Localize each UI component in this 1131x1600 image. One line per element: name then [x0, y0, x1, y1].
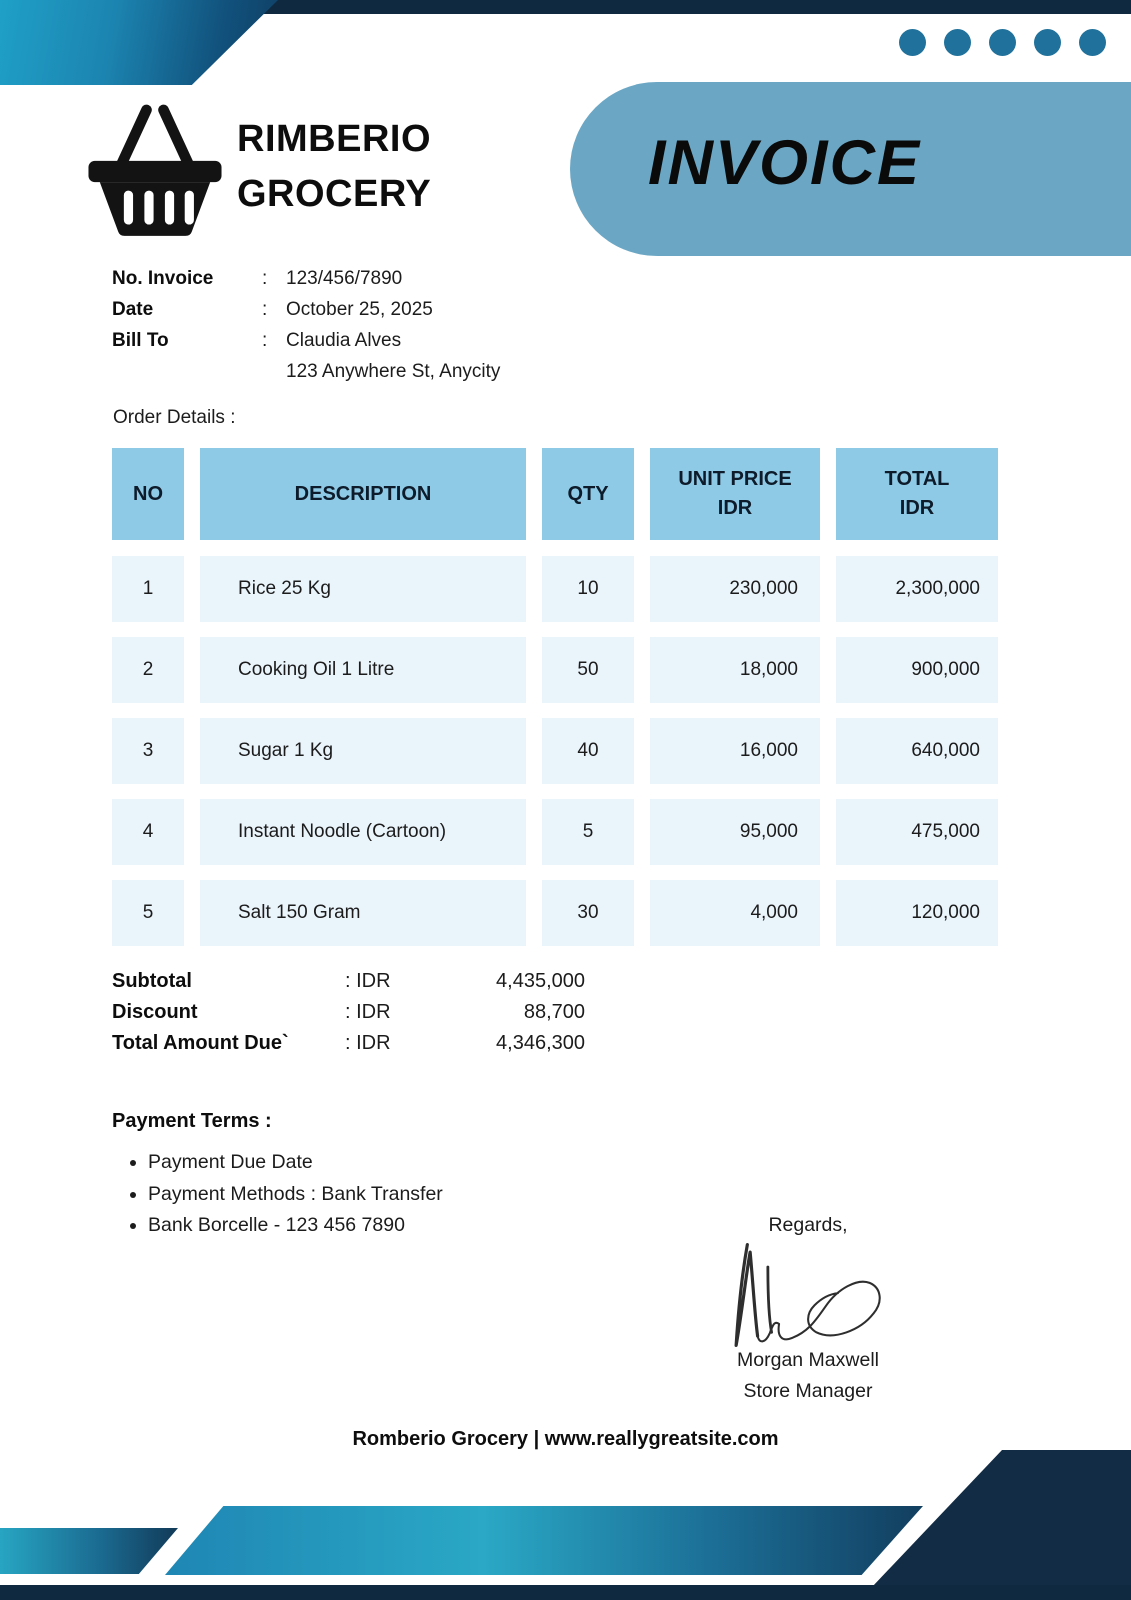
meta-label: No. Invoice: [112, 268, 214, 289]
cell-qty: 10: [542, 556, 634, 622]
decorative-dots: [899, 29, 1106, 56]
payment-terms-list: [112, 1147, 443, 1242]
footer-band-small: [0, 1528, 178, 1574]
discount-row: [112, 997, 585, 1028]
invoice-title-banner: [570, 82, 1131, 256]
footer-band-big: [165, 1506, 923, 1575]
dot-icon: [1034, 29, 1061, 56]
payment-term-item: • Payment Methods : Bank Transfer: [148, 1179, 443, 1211]
cell-unit-price: 18,000: [650, 637, 820, 703]
payment-term-item: • Payment Due Date: [148, 1147, 443, 1179]
cell-total: 900,000: [836, 637, 998, 703]
signer-name: Morgan Maxwell: [737, 1349, 879, 1371]
total-due-amount: 4,346,300: [496, 1032, 585, 1054]
cell-total: 640,000: [836, 718, 998, 784]
signature-icon: [713, 1239, 903, 1351]
meta-label: Date: [112, 299, 154, 320]
payment-terms-section: [112, 1110, 443, 1242]
total-due-row: [112, 1028, 585, 1059]
brand-name: [237, 112, 431, 222]
cell-no: 5: [112, 880, 184, 946]
meta-separator: :: [262, 268, 268, 289]
total-due-label: Total Amount Due`: [112, 1032, 289, 1054]
cell-qty: 5: [542, 799, 634, 865]
footer-text: Romberio Grocery | www.reallygreatsite.com: [352, 1428, 779, 1450]
shopping-basket-icon: [84, 100, 226, 243]
payment-term-item: • Bank Borcelle - 123 456 7890: [148, 1210, 443, 1242]
bill-to-name: Claudia Alves: [286, 330, 402, 351]
signature-salutation: Regards,: [768, 1214, 848, 1236]
column-header-line: UNIT PRICE: [678, 468, 792, 490]
signer-title: Store Manager: [743, 1380, 873, 1402]
meta-label: Bill To: [112, 330, 169, 351]
dot-icon: [1079, 29, 1106, 56]
table-row: [112, 718, 998, 784]
cell-qty: 30: [542, 880, 634, 946]
table-row: [112, 880, 998, 946]
cell-no: 4: [112, 799, 184, 865]
column-header-description: DESCRIPTION: [200, 448, 526, 540]
meta-separator: [262, 356, 286, 387]
meta-row-address: [112, 356, 500, 387]
table-row: [112, 637, 998, 703]
subtotal-amount: 4,435,000: [496, 970, 585, 992]
column-header-line: IDR: [717, 497, 753, 519]
cell-qty: 50: [542, 637, 634, 703]
cell-description: Salt 150 Gram: [200, 880, 526, 946]
meta-row-date: [112, 294, 500, 325]
column-header-line: IDR: [899, 497, 935, 519]
column-header-no: NO: [112, 448, 184, 540]
payment-terms-heading: Payment Terms :: [112, 1110, 272, 1132]
invoice-meta: [112, 263, 500, 387]
footer-navy-bar: [0, 1585, 1131, 1600]
table-row: [112, 799, 998, 865]
column-header-total: [836, 448, 998, 540]
subtotal-row: [112, 966, 585, 997]
table-row: [112, 556, 998, 622]
cell-no: 3: [112, 718, 184, 784]
order-table: [112, 448, 998, 961]
invoice-number: 123/456/7890: [286, 268, 403, 289]
cell-description: Cooking Oil 1 Litre: [200, 637, 526, 703]
table-body: [112, 556, 998, 946]
dot-icon: [989, 29, 1016, 56]
cell-description: Rice 25 Kg: [200, 556, 526, 622]
currency-label: : IDR: [345, 970, 391, 992]
totals-section: [112, 966, 585, 1059]
cell-no: 1: [112, 556, 184, 622]
meta-row-invoice-number: [112, 263, 500, 294]
order-details-heading: Order Details :: [113, 407, 236, 428]
cell-unit-price: 4,000: [650, 880, 820, 946]
top-blue-band: [0, 0, 278, 85]
meta-label: [112, 356, 262, 387]
table-header-row: [112, 448, 998, 540]
cell-no: 2: [112, 637, 184, 703]
cell-qty: 40: [542, 718, 634, 784]
discount-amount: 88,700: [523, 1001, 585, 1023]
meta-separator: :: [262, 299, 268, 320]
column-header-line: TOTAL: [884, 468, 950, 490]
cell-total: 475,000: [836, 799, 998, 865]
cell-total: 2,300,000: [836, 556, 998, 622]
dot-icon: [899, 29, 926, 56]
meta-row-bill-to: [112, 325, 500, 356]
cell-unit-price: 16,000: [650, 718, 820, 784]
brand-name-line2: GROCERY: [237, 173, 432, 215]
discount-label: Discount: [112, 1001, 198, 1023]
currency-label: : IDR: [345, 1032, 391, 1054]
signature-block: [688, 1214, 928, 1407]
column-header-qty: QTY: [542, 448, 634, 540]
cell-unit-price: 95,000: [650, 799, 820, 865]
brand-name-line1: RIMBERIO: [237, 118, 431, 160]
column-header-unit-price: [650, 448, 820, 540]
page-title: INVOICE: [648, 128, 922, 198]
invoice-date: October 25, 2025: [286, 299, 433, 320]
cell-total: 120,000: [836, 880, 998, 946]
cell-description: Instant Noodle (Cartoon): [200, 799, 526, 865]
meta-separator: :: [262, 330, 268, 351]
bill-to-address: 123 Anywhere St, Anycity: [286, 361, 501, 382]
dot-icon: [944, 29, 971, 56]
cell-unit-price: 230,000: [650, 556, 820, 622]
currency-label: : IDR: [345, 1001, 391, 1023]
subtotal-label: Subtotal: [112, 970, 192, 992]
cell-description: Sugar 1 Kg: [200, 718, 526, 784]
